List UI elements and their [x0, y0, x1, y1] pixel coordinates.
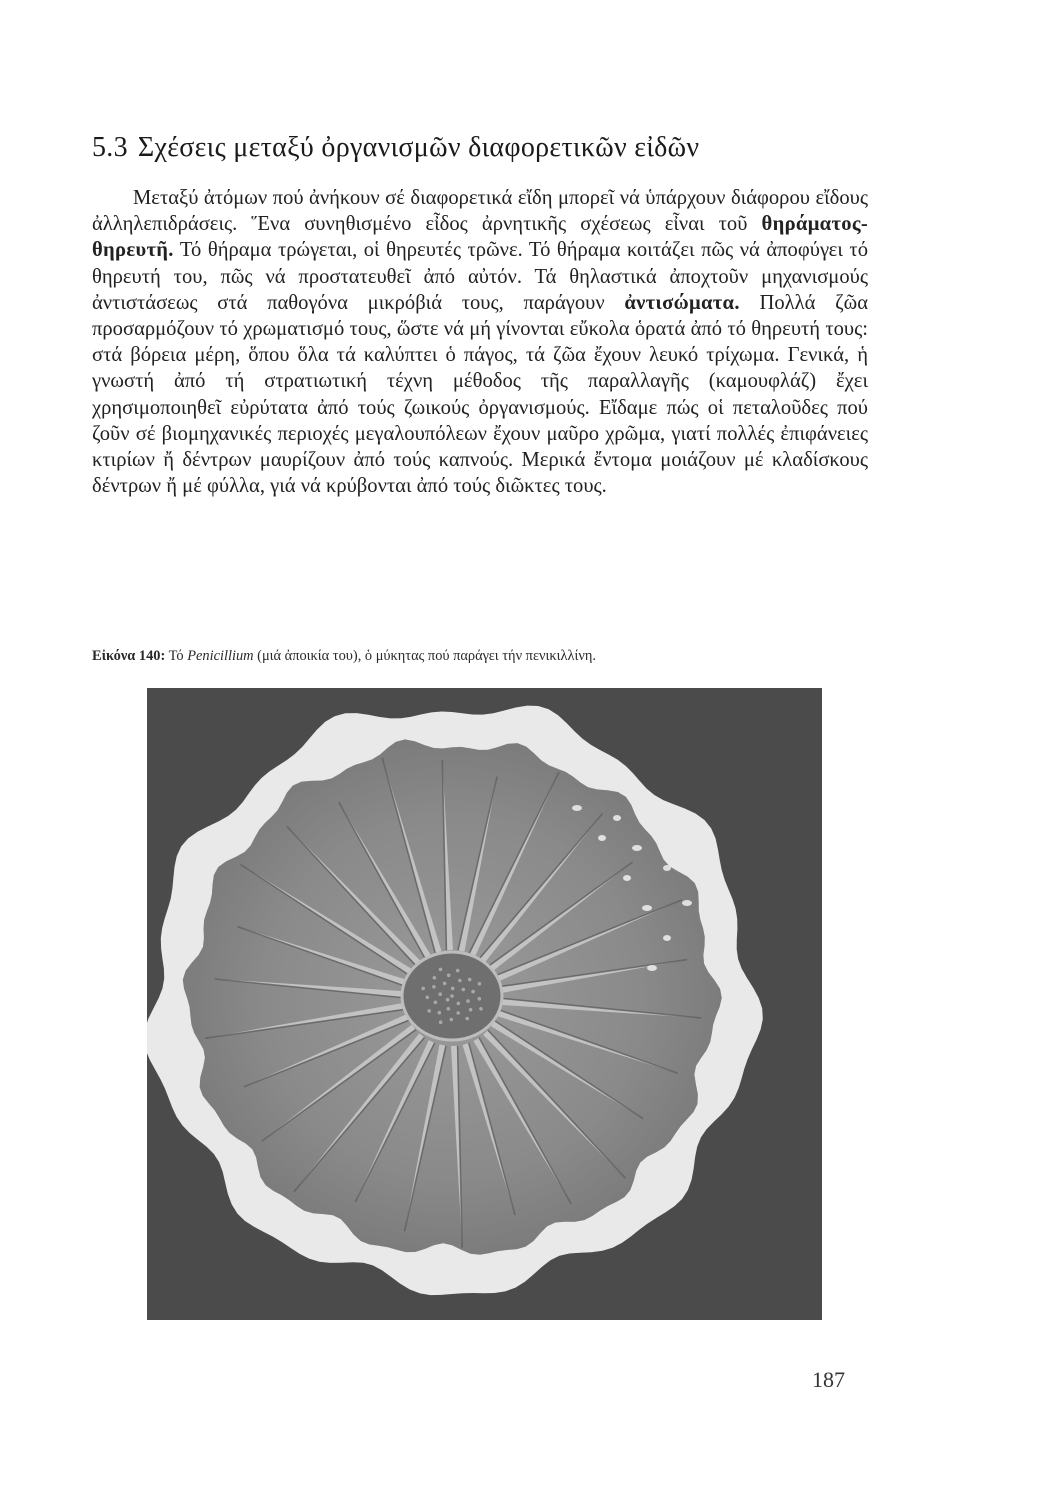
figure-caption — [92, 648, 912, 665]
center-speck — [447, 1007, 451, 1011]
section-title: Σχέσεις μεταξύ ὀργανισμῶν διαφορετικῶν εἰδῶν — [137, 132, 700, 163]
center-speck — [466, 999, 470, 1003]
center-speck — [421, 987, 425, 991]
center-speck — [468, 978, 472, 982]
caption-label: Εἰκόνα 140: — [92, 648, 166, 664]
spore-dot — [598, 835, 606, 841]
center-speck — [471, 990, 475, 994]
center-speck — [478, 997, 482, 1001]
spore-dot — [623, 875, 631, 881]
center-speck — [434, 1001, 438, 1005]
body-paragraph — [92, 185, 868, 499]
center-speck — [456, 969, 460, 973]
center-speck — [427, 1009, 431, 1013]
section-heading — [92, 132, 972, 164]
center-speck — [446, 998, 450, 1002]
center-speck — [443, 982, 447, 986]
term-antibodies: ἀντισώματα. — [624, 291, 740, 314]
paragraph-text-3: Πολλά ζῶα προσαρμόζουν τό χρωματισμό τους, ὥστε νά μή γίνονται εὔκολα ὁρατά ἀπό τό θηρευτή τους: στά βόρεια μέρη, ὅπου ὅλα τά καλύπτει ὁ πάγος, τά ζῶα ἔχουν λευκό τρίχωμα. Γενικά, ἡ γνωστή ἀπό τή στρατιωτική τέχνη μέθοδος τῆς παραλλαγῆς (καμουφλάζ) ἔχει χρησιμοποιηθεῖ εὐρύτατα ἀπό τούς ζωικούς ὀργανισμούς. Εἴδαμε πώς οἱ πεταλοῦδες πού ζοῦν σέ βιομηχανικές περιοχές μεγαλουπόλεων ἔχουν μαῦρο χρῶμα, γιατί πολλές ἐπιφάνειες κτιρίων ἤ δέντρων μαυρίζουν ἀπό τούς καπνούς. Μερικά ἔντομα μοιάζουν μέ κλαδίσκους δέντρων ἤ μέ φύλλα, γιά νά κρύβονται ἀπό τούς διῶκτες τους. — [92, 291, 868, 498]
center-speck — [478, 982, 482, 986]
center-speck — [426, 996, 430, 1000]
center-speck — [462, 988, 466, 992]
spore-dot — [613, 815, 621, 821]
center-speck — [432, 985, 436, 989]
center-speck — [447, 974, 451, 978]
center-speck — [451, 987, 455, 991]
paragraph-text-1: Μεταξύ ἀτόμων πού ἀνήκουν σέ διαφορετικά εἴδη μπορεῖ νά ὑπάρχουν διάφορου εἴδους ἀλληλεπιδράσεις. Ἕνα συνηθισμένο εἶδος ἀρνητικῆς σχέσεως εἶναι τοῦ — [92, 187, 868, 236]
center-speck — [450, 994, 454, 998]
section-number: 5.3 — [92, 132, 128, 163]
center-speck — [439, 968, 443, 972]
center-speck — [438, 992, 442, 996]
center-speck — [479, 1007, 483, 1011]
center-speck — [439, 1020, 443, 1024]
center-speck — [469, 1008, 473, 1012]
spore-dot — [682, 900, 692, 906]
spore-dot — [663, 865, 671, 871]
center-speck — [456, 1011, 460, 1015]
spore-dot — [632, 845, 642, 851]
spore-dot — [647, 965, 657, 971]
page-number: 187 — [812, 1367, 845, 1392]
caption-text-post: (μιά ἀποικία του), ὁ μύκητας πού παράγει τήν πενικιλλίνη. — [253, 648, 596, 664]
spore-dot — [572, 805, 582, 811]
center-speck — [458, 979, 462, 983]
caption-text-pre: Τό — [165, 648, 188, 664]
term-predator-prey: θηράματος-θηρευτῆ. — [92, 213, 868, 262]
center-speck — [438, 1011, 442, 1015]
center-speck — [457, 1002, 461, 1006]
center-speck — [450, 1018, 454, 1022]
penicillium-photo — [147, 688, 822, 1320]
center-speck — [433, 976, 437, 980]
spore-dot — [663, 935, 671, 941]
caption-species: Penicillium — [187, 648, 254, 664]
paragraph-text-2: Τό θήραμα τρώγεται, οἱ θηρευτές τρῶνε. Τό θήραμα κοιτάζει πῶς νά ἀποφύγει τό θηρευτή του, πῶς νά προστατευθεῖ ἀπό αὐτόν. Τά θηλαστικά ἀποχτοῦν μηχανισμούς ἀντιστάσεως στά παθογόνα μικρόβιά τους, παράγουν — [92, 239, 868, 314]
penicillium-colony-image — [147, 688, 822, 1320]
center-speck — [465, 1017, 469, 1021]
spore-dot — [642, 905, 652, 911]
